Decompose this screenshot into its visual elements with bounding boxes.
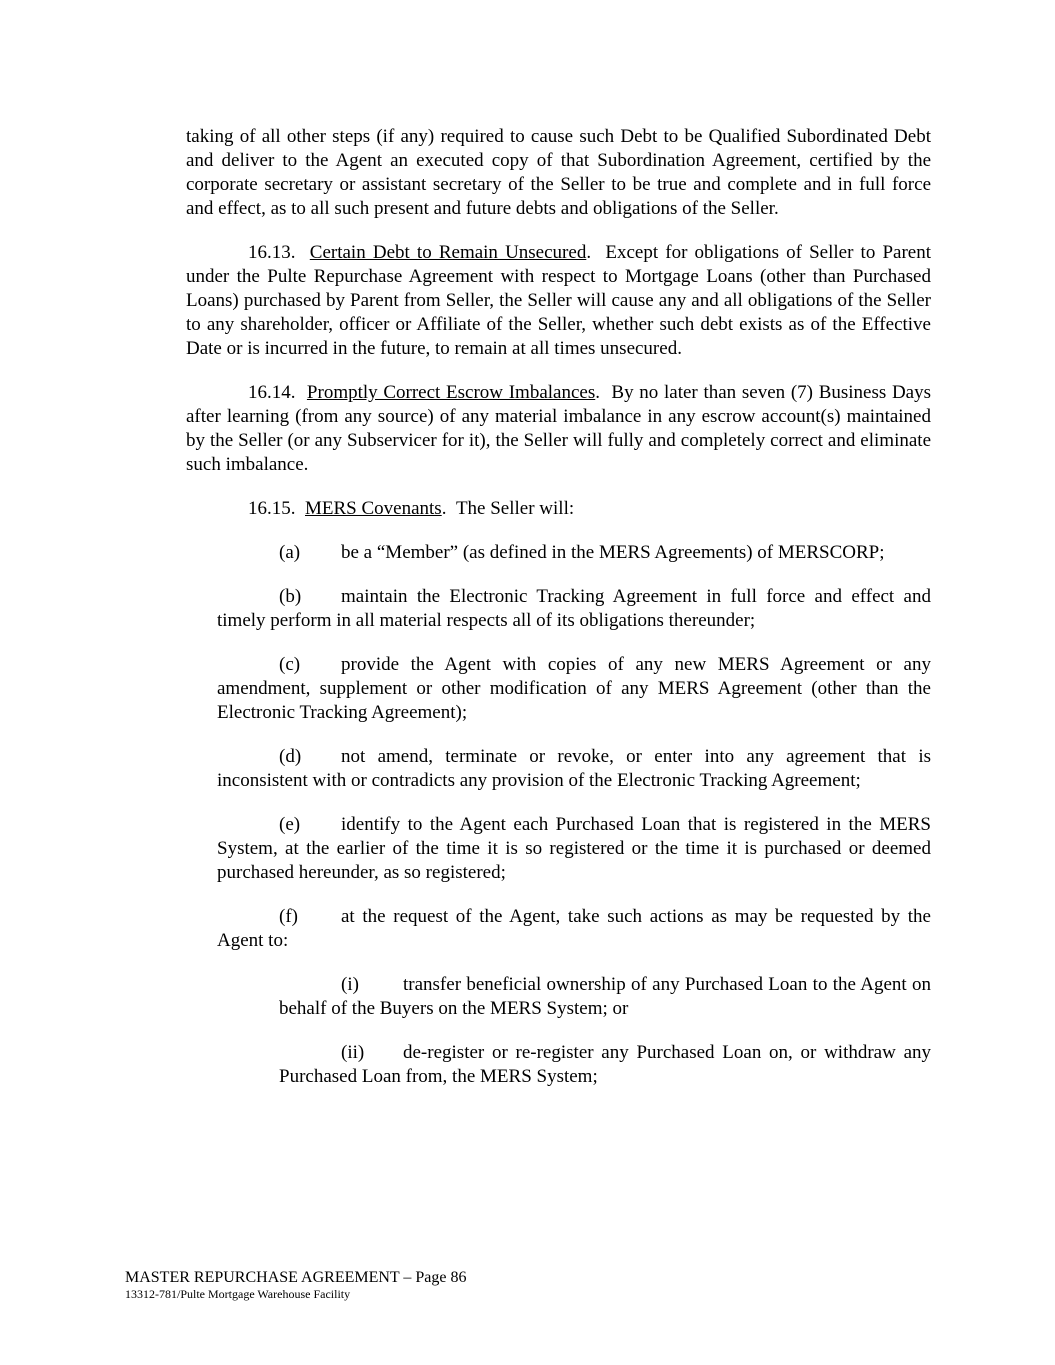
item-label: (f) [279,906,298,927]
item-label: (e) [279,814,301,835]
item-text: not amend, terminate or revoke, or enter into any agreement that is inconsistent with or contradicts any provision of the Electronic Tracking Agreement; [217,746,931,791]
list-subitem-ii [279,1041,931,1089]
item-text: be a “Member” (as defined in the MERS Agreements) of MERSCORP; [341,542,885,563]
section-number: 16.15. [248,498,296,519]
continuation-paragraph: taking of all other steps (if any) required to cause such Debt to be Qualified Subordinated Debt and deliver to the Agent an executed copy of that Subordination Agreement, certified by the corporate secretary or assistant secretary of the Seller to be true and complete and in full force and effect, as to all such present and future debts and obligations of the Seller. [186,126,931,219]
item-text: at the request of the Agent, take such actions as may be requested by the Agent to: [217,906,931,951]
section-16-13: 16.13. Certain Debt to Remain Unsecured. Except for obligations of Seller to Parent under the Pulte Repurchase Agreement with respect to Mortgage Loans (other than Purchased Loans) purchased by Parent from Seller, the Seller will cause any and all obligations of the Seller to any shareholder, officer or Affiliate of the Seller, whether such debt exists as of the Effective Date or is incurred in the future, to remain at all times unsecured. [186,242,932,359]
section-title: MERS Covenants [305,498,442,519]
section-16-15: 16.15. MERS Covenants. The Seller will: [248,498,575,519]
section-number: 16.14. [248,382,296,403]
list-item-d [217,745,931,793]
list-item-b [217,585,931,633]
footer-title: MASTER REPURCHASE AGREEMENT – Page 86 [125,1269,467,1286]
item-text: de-register or re-register any Purchased Loan on, or withdraw any Purchased Loan from, the MERS System; [279,1042,931,1087]
list-item-e [217,813,931,885]
item-label: (d) [279,746,302,767]
section-title: Promptly Correct Escrow Imbalances [306,382,596,403]
list-item-c [217,653,931,725]
page-footer [125,1268,467,1302]
section-16-14: 16.14. Promptly Correct Escrow Imbalances. By no later than seven (7) Business Days after learning (from any source) of any material imbalance in any escrow account(s) maintained by the Seller (or any Subservicer for it), the Seller will fully and completely correct and eliminate such imbalance. [186,382,932,475]
item-text: identify to the Agent each Purchased Loan that is registered in the MERS System, at the earlier of the time it is so registered or the time it is purchased or deemed purchased hereunder, as so registered; [217,814,931,883]
item-label: (c) [279,654,301,675]
item-text: provide the Agent with copies of any new MERS Agreement or any amendment, supplement or other modification of any MERS Agreement (other than the Electronic Tracking Agreement); [217,654,931,723]
section-number: 16.13. [248,242,296,263]
item-text: transfer beneficial ownership of any Purchased Loan to the Agent on behalf of the Buyers on the MERS System; or [279,974,931,1019]
list-item-f [217,905,931,953]
item-label: (ii) [341,1042,365,1063]
section-title: Certain Debt to Remain Unsecured [309,242,587,263]
footer-subtitle: 13312-781/Pulte Mortgage Warehouse Facility [125,1287,351,1301]
section-text: Except for obligations of Seller to Parent under the Pulte Repurchase Agreement with respect to Mortgage Loans (other than Purchased Loans) purchased by Parent from Seller, the Seller will cause any and all obligations of the Seller to any shareholder, officer or Affiliate of the Seller, whether such debt exists as of the Effective Date or is incurred in the future, to remain at all times unsecured. [186,242,932,359]
item-label: (a) [279,542,301,563]
section-text: The Seller will: [455,498,575,519]
item-text: maintain the Electronic Tracking Agreement in full force and effect and timely perform in all material respects all of its obligations thereunder; [217,586,931,631]
list-subitem-i [279,973,931,1021]
section-text: By no later than seven (7) Business Days after learning (from any source) of any material imbalance in any escrow account(s) maintained by the Seller (or any Subservicer for it), the Seller will fully and completely correct and eliminate such imbalance. [186,382,932,475]
item-label: (b) [279,586,302,607]
document-body [186,125,931,1109]
list-item-a [217,541,931,565]
item-label: (i) [341,974,359,995]
